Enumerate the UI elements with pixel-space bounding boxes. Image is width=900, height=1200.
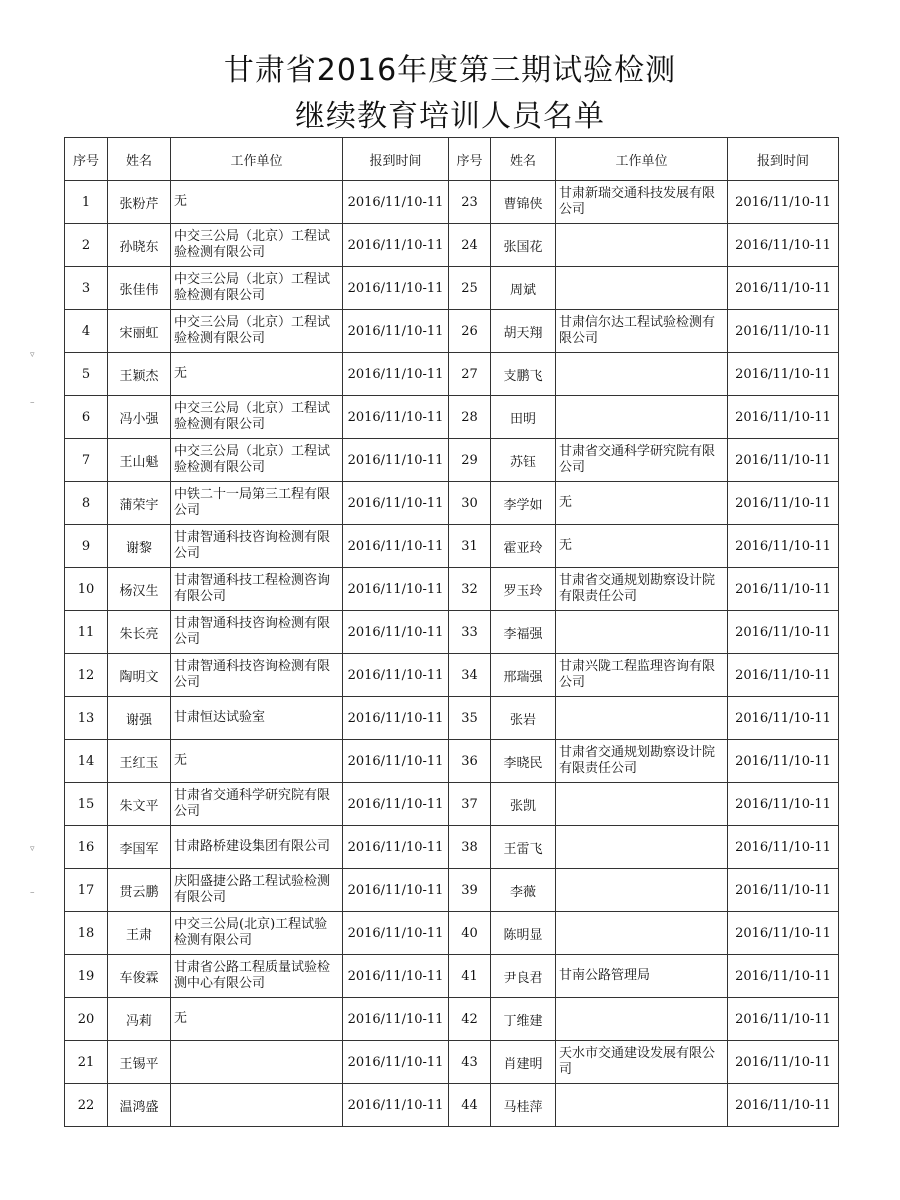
- header-unit: 工作单位: [171, 138, 343, 181]
- name-cell: 肖建明: [491, 1041, 556, 1084]
- seq-cell: 27: [449, 353, 491, 396]
- seq-cell: 39: [449, 869, 491, 912]
- name-cell: 王红玉: [108, 740, 171, 783]
- unit-cell: 甘肃新瑞交通科技发展有限公司: [556, 181, 728, 224]
- date-cell: 2016/11/10-11: [728, 267, 839, 310]
- unit-cell: [556, 998, 728, 1041]
- unit-cell: 甘肃信尔达工程试验检测有限公司: [556, 310, 728, 353]
- date-cell: 2016/11/10-11: [728, 869, 839, 912]
- header-seq: 序号: [65, 138, 108, 181]
- name-cell: 张岩: [491, 697, 556, 740]
- seq-cell: 8: [65, 482, 108, 525]
- seq-cell: 7: [65, 439, 108, 482]
- table-row: [65, 998, 839, 1041]
- unit-cell: 无: [171, 740, 343, 783]
- date-cell: 2016/11/10-11: [343, 181, 449, 224]
- name-cell: 冯莉: [108, 998, 171, 1041]
- seq-cell: 37: [449, 783, 491, 826]
- date-cell: 2016/11/10-11: [728, 181, 839, 224]
- unit-cell: [556, 267, 728, 310]
- seq-cell: 38: [449, 826, 491, 869]
- unit-cell: 天水市交通建设发展有限公司: [556, 1041, 728, 1084]
- date-cell: 2016/11/10-11: [728, 525, 839, 568]
- date-cell: 2016/11/10-11: [728, 740, 839, 783]
- date-cell: 2016/11/10-11: [728, 697, 839, 740]
- date-cell: 2016/11/10-11: [728, 224, 839, 267]
- header-date: 报到时间: [343, 138, 449, 181]
- header-seq: 序号: [449, 138, 491, 181]
- roster-table: [64, 137, 839, 1127]
- date-cell: 2016/11/10-11: [343, 1084, 449, 1127]
- date-cell: 2016/11/10-11: [728, 654, 839, 697]
- table-row: [65, 611, 839, 654]
- name-cell: 田明: [491, 396, 556, 439]
- table-row: [65, 224, 839, 267]
- unit-cell: 甘肃兴陇工程监理咨询有限公司: [556, 654, 728, 697]
- name-cell: 张国花: [491, 224, 556, 267]
- seq-cell: 24: [449, 224, 491, 267]
- name-cell: 谢黎: [108, 525, 171, 568]
- name-cell: 王颖杰: [108, 353, 171, 396]
- roster-body: [65, 181, 839, 1127]
- document-title: [0, 48, 900, 140]
- unit-cell: 甘肃省交通规划勘察设计院有限责任公司: [556, 740, 728, 783]
- table-row: [65, 310, 839, 353]
- unit-cell: 无: [171, 353, 343, 396]
- seq-cell: 6: [65, 396, 108, 439]
- name-cell: 曹锦侠: [491, 181, 556, 224]
- unit-cell: 中交三公局(北京)工程试验检测有限公司: [171, 912, 343, 955]
- date-cell: 2016/11/10-11: [728, 396, 839, 439]
- name-cell: 李福强: [491, 611, 556, 654]
- unit-cell: 甘肃智通科技咨询检测有限公司: [171, 525, 343, 568]
- seq-cell: 22: [65, 1084, 108, 1127]
- name-cell: 罗玉玲: [491, 568, 556, 611]
- name-cell: 霍亚玲: [491, 525, 556, 568]
- table-row: [65, 525, 839, 568]
- unit-cell: [556, 396, 728, 439]
- seq-cell: 25: [449, 267, 491, 310]
- unit-cell: 中交三公局（北京）工程试验检测有限公司: [171, 439, 343, 482]
- name-cell: 孙晓东: [108, 224, 171, 267]
- name-cell: 李国军: [108, 826, 171, 869]
- unit-cell: 中交三公局（北京）工程试验检测有限公司: [171, 396, 343, 439]
- name-cell: 李薇: [491, 869, 556, 912]
- table-row: [65, 869, 839, 912]
- name-cell: 支鹏飞: [491, 353, 556, 396]
- seq-cell: 41: [449, 955, 491, 998]
- seq-cell: 32: [449, 568, 491, 611]
- unit-cell: 无: [556, 482, 728, 525]
- unit-cell: [556, 697, 728, 740]
- name-cell: 宋丽虹: [108, 310, 171, 353]
- seq-cell: 2: [65, 224, 108, 267]
- unit-cell: 中交三公局（北京）工程试验检测有限公司: [171, 310, 343, 353]
- date-cell: 2016/11/10-11: [343, 912, 449, 955]
- margin-mark: ▿: [30, 844, 35, 854]
- seq-cell: 3: [65, 267, 108, 310]
- date-cell: 2016/11/10-11: [343, 353, 449, 396]
- unit-cell: 无: [556, 525, 728, 568]
- seq-cell: 35: [449, 697, 491, 740]
- date-cell: 2016/11/10-11: [728, 353, 839, 396]
- date-cell: 2016/11/10-11: [728, 310, 839, 353]
- seq-cell: 36: [449, 740, 491, 783]
- unit-cell: 甘肃智通科技工程检测咨询有限公司: [171, 568, 343, 611]
- name-cell: 贯云鹏: [108, 869, 171, 912]
- seq-cell: 10: [65, 568, 108, 611]
- unit-cell: [556, 224, 728, 267]
- table-row: [65, 181, 839, 224]
- name-cell: 温鸿盛: [108, 1084, 171, 1127]
- name-cell: 蒲荣宇: [108, 482, 171, 525]
- date-cell: 2016/11/10-11: [728, 826, 839, 869]
- name-cell: 冯小强: [108, 396, 171, 439]
- seq-cell: 9: [65, 525, 108, 568]
- header-row: [65, 138, 839, 181]
- name-cell: 陶明文: [108, 654, 171, 697]
- unit-cell: 甘肃路桥建设集团有限公司: [171, 826, 343, 869]
- date-cell: 2016/11/10-11: [343, 697, 449, 740]
- name-cell: 苏钰: [491, 439, 556, 482]
- unit-cell: 甘肃省交通科学研究院有限公司: [171, 783, 343, 826]
- name-cell: 王肃: [108, 912, 171, 955]
- unit-cell: [556, 826, 728, 869]
- margin-mark: –: [30, 398, 35, 408]
- header-unit: 工作单位: [556, 138, 728, 181]
- unit-cell: 中交三公局（北京）工程试验检测有限公司: [171, 267, 343, 310]
- date-cell: 2016/11/10-11: [728, 955, 839, 998]
- table-row: [65, 353, 839, 396]
- date-cell: 2016/11/10-11: [343, 611, 449, 654]
- name-cell: 朱文平: [108, 783, 171, 826]
- title-line-1: 甘肃省2016年度第三期试验检测: [223, 53, 677, 88]
- seq-cell: 34: [449, 654, 491, 697]
- table-row: [65, 697, 839, 740]
- unit-cell: 甘肃省交通科学研究院有限公司: [556, 439, 728, 482]
- unit-cell: 无: [171, 998, 343, 1041]
- table-row: [65, 267, 839, 310]
- date-cell: 2016/11/10-11: [343, 482, 449, 525]
- date-cell: 2016/11/10-11: [343, 267, 449, 310]
- seq-cell: 15: [65, 783, 108, 826]
- name-cell: 朱长亮: [108, 611, 171, 654]
- seq-cell: 40: [449, 912, 491, 955]
- name-cell: 谢强: [108, 697, 171, 740]
- name-cell: 张凯: [491, 783, 556, 826]
- seq-cell: 17: [65, 869, 108, 912]
- seq-cell: 26: [449, 310, 491, 353]
- seq-cell: 13: [65, 697, 108, 740]
- name-cell: 王山魁: [108, 439, 171, 482]
- name-cell: 王雷飞: [491, 826, 556, 869]
- table-row: [65, 1084, 839, 1127]
- unit-cell: 甘肃省交通规划勘察设计院有限责任公司: [556, 568, 728, 611]
- unit-cell: 甘肃省公路工程质量试验检测中心有限公司: [171, 955, 343, 998]
- unit-cell: 中铁二十一局第三工程有限公司: [171, 482, 343, 525]
- seq-cell: 14: [65, 740, 108, 783]
- seq-cell: 1: [65, 181, 108, 224]
- header-name: 姓名: [108, 138, 171, 181]
- unit-cell: [171, 1041, 343, 1084]
- seq-cell: 44: [449, 1084, 491, 1127]
- table-row: [65, 396, 839, 439]
- unit-cell: [556, 611, 728, 654]
- date-cell: 2016/11/10-11: [343, 955, 449, 998]
- date-cell: 2016/11/10-11: [343, 1041, 449, 1084]
- date-cell: 2016/11/10-11: [728, 482, 839, 525]
- name-cell: 车俊霖: [108, 955, 171, 998]
- unit-cell: [556, 783, 728, 826]
- seq-cell: 30: [449, 482, 491, 525]
- table-row: [65, 912, 839, 955]
- margin-mark: –: [30, 888, 35, 898]
- seq-cell: 19: [65, 955, 108, 998]
- seq-cell: 29: [449, 439, 491, 482]
- date-cell: 2016/11/10-11: [343, 826, 449, 869]
- name-cell: 尹良君: [491, 955, 556, 998]
- table-row: [65, 955, 839, 998]
- seq-cell: 4: [65, 310, 108, 353]
- name-cell: 王锡平: [108, 1041, 171, 1084]
- date-cell: 2016/11/10-11: [343, 396, 449, 439]
- name-cell: 邢瑞强: [491, 654, 556, 697]
- unit-cell: [556, 869, 728, 912]
- date-cell: 2016/11/10-11: [728, 1041, 839, 1084]
- unit-cell: 甘南公路管理局: [556, 955, 728, 998]
- seq-cell: 21: [65, 1041, 108, 1084]
- name-cell: 李学如: [491, 482, 556, 525]
- table-row: [65, 826, 839, 869]
- date-cell: 2016/11/10-11: [728, 1084, 839, 1127]
- date-cell: 2016/11/10-11: [343, 740, 449, 783]
- title-line-2: 继续教育培训人员名单: [295, 99, 605, 134]
- seq-cell: 16: [65, 826, 108, 869]
- seq-cell: 11: [65, 611, 108, 654]
- table-row: [65, 568, 839, 611]
- name-cell: 张佳伟: [108, 267, 171, 310]
- unit-cell: 庆阳盛捷公路工程试验检测有限公司: [171, 869, 343, 912]
- seq-cell: 23: [449, 181, 491, 224]
- seq-cell: 31: [449, 525, 491, 568]
- name-cell: 李晓民: [491, 740, 556, 783]
- unit-cell: 甘肃智通科技咨询检测有限公司: [171, 611, 343, 654]
- seq-cell: 18: [65, 912, 108, 955]
- name-cell: 胡天翔: [491, 310, 556, 353]
- date-cell: 2016/11/10-11: [728, 611, 839, 654]
- seq-cell: 43: [449, 1041, 491, 1084]
- unit-cell: 甘肃智通科技咨询检测有限公司: [171, 654, 343, 697]
- name-cell: 马桂萍: [491, 1084, 556, 1127]
- name-cell: 杨汉生: [108, 568, 171, 611]
- date-cell: 2016/11/10-11: [343, 439, 449, 482]
- date-cell: 2016/11/10-11: [343, 998, 449, 1041]
- margin-mark: ▿: [30, 350, 35, 360]
- header-name: 姓名: [491, 138, 556, 181]
- name-cell: 陈明显: [491, 912, 556, 955]
- unit-cell: [556, 912, 728, 955]
- date-cell: 2016/11/10-11: [728, 439, 839, 482]
- unit-cell: [556, 353, 728, 396]
- unit-cell: 甘肃恒达试验室: [171, 697, 343, 740]
- table-row: [65, 1041, 839, 1084]
- seq-cell: 33: [449, 611, 491, 654]
- header-date: 报到时间: [728, 138, 839, 181]
- table-row: [65, 740, 839, 783]
- date-cell: 2016/11/10-11: [728, 998, 839, 1041]
- seq-cell: 42: [449, 998, 491, 1041]
- date-cell: 2016/11/10-11: [343, 310, 449, 353]
- unit-cell: 无: [171, 181, 343, 224]
- seq-cell: 12: [65, 654, 108, 697]
- table-row: [65, 783, 839, 826]
- date-cell: 2016/11/10-11: [343, 783, 449, 826]
- date-cell: 2016/11/10-11: [343, 654, 449, 697]
- date-cell: 2016/11/10-11: [728, 912, 839, 955]
- date-cell: 2016/11/10-11: [343, 224, 449, 267]
- date-cell: 2016/11/10-11: [728, 783, 839, 826]
- seq-cell: 5: [65, 353, 108, 396]
- date-cell: 2016/11/10-11: [728, 568, 839, 611]
- table-row: [65, 482, 839, 525]
- unit-cell: [171, 1084, 343, 1127]
- unit-cell: [556, 1084, 728, 1127]
- name-cell: 张粉芹: [108, 181, 171, 224]
- unit-cell: 中交三公局（北京）工程试验检测有限公司: [171, 224, 343, 267]
- table-row: [65, 439, 839, 482]
- name-cell: 丁维建: [491, 998, 556, 1041]
- seq-cell: 20: [65, 998, 108, 1041]
- date-cell: 2016/11/10-11: [343, 869, 449, 912]
- table-row: [65, 654, 839, 697]
- date-cell: 2016/11/10-11: [343, 525, 449, 568]
- seq-cell: 28: [449, 396, 491, 439]
- name-cell: 周斌: [491, 267, 556, 310]
- date-cell: 2016/11/10-11: [343, 568, 449, 611]
